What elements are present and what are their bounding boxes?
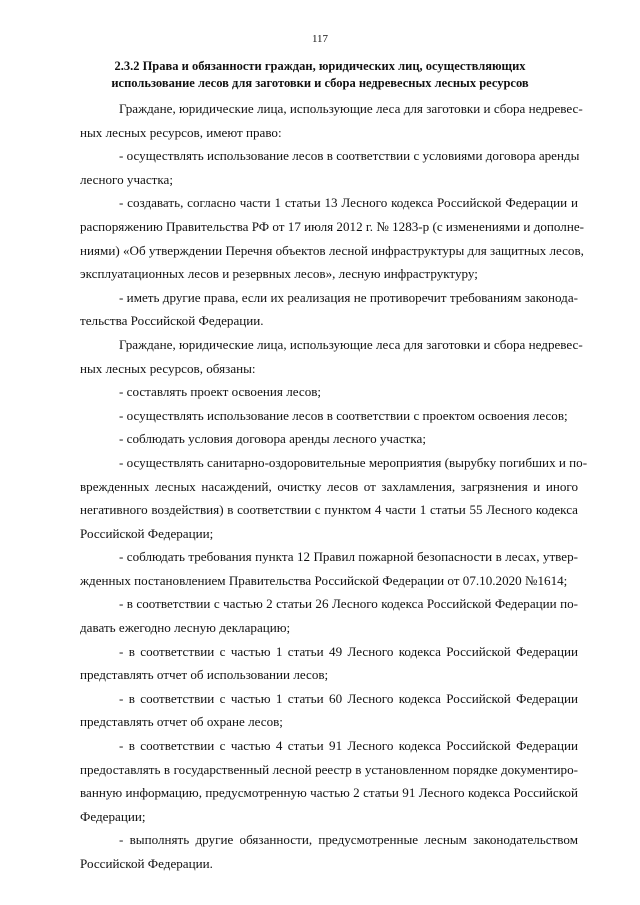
section-heading-line-2: использование лесов для заготовки и сбора недревесных лесных ресурсов bbox=[111, 76, 529, 90]
text-line: Федерации; bbox=[80, 808, 146, 824]
text-line: - создавать, согласно части 1 статьи 13 Лесного кодекса Российской Федерации и bbox=[119, 195, 578, 211]
text-line: предоставлять в государственный лесной реестр в установленном порядке документиро- bbox=[80, 761, 578, 777]
text-line: врежденных лесных насаждений, очистку лесов от захламления, загрязнения и иного bbox=[80, 478, 578, 494]
text-line: - осуществлять использование лесов в соответствии с условиями договора аренды bbox=[119, 148, 580, 164]
text-line: представлять отчет об охране лесов; bbox=[80, 714, 283, 730]
text-line: тельства Российской Федерации. bbox=[80, 313, 264, 329]
text-line: - осуществлять использование лесов в соответствии с проектом освоения лесов; bbox=[119, 407, 568, 423]
text-line: - в соответствии с частью 1 статьи 49 Лесного кодекса Российской Федерации bbox=[119, 643, 578, 659]
text-line: лесного участка; bbox=[80, 171, 173, 187]
text-line: ниями) «Об утверждении Перечня объектов лесной инфраструктуры для защитных лесов, bbox=[80, 242, 584, 258]
text-line: Российской Федерации; bbox=[80, 525, 214, 541]
page-number: 117 bbox=[311, 33, 329, 45]
text-line: Граждане, юридические лица, использующие леса для заготовки и сбора недревес- bbox=[119, 336, 583, 352]
text-line: - иметь другие права, если их реализация не противоречит требованиям законода- bbox=[119, 289, 578, 305]
text-line: - соблюдать условия договора аренды лесного участка; bbox=[119, 431, 426, 447]
body-text bbox=[80, 97, 588, 876]
text-line: ванную информацию, предусмотренную частью 2 статьи 91 Лесного кодекса Российской bbox=[80, 785, 578, 801]
text-line: жденных постановлением Правительства Российской Федерации от 07.10.2020 №1614; bbox=[80, 572, 568, 588]
text-line: распоряжению Правительства РФ от 17 июля 2012 г. № 1283-р (с изменениями и дополне- bbox=[80, 218, 585, 234]
text-line: - в соответствии с частью 1 статьи 60 Лесного кодекса Российской Федерации bbox=[119, 690, 578, 706]
text-line: - соблюдать требования пункта 12 Правил пожарной безопасности в лесах, утвер- bbox=[119, 549, 578, 565]
text-line: - в соответствии с частью 2 статьи 26 Лесного кодекса Российской Федерации по- bbox=[119, 596, 578, 612]
text-line: давать ежегодно лесную декларацию; bbox=[80, 620, 291, 636]
text-line: Российской Федерации. bbox=[80, 856, 213, 871]
text-line: Граждане, юридические лица, использующие леса для заготовки и сбора недревес- bbox=[119, 101, 583, 116]
text-line: представлять отчет об использовании лесов; bbox=[80, 667, 329, 683]
text-line: - осуществлять санитарно-оздоровительные мероприятия (вырубку погибших и по- bbox=[119, 454, 588, 470]
text-line: - выполнять другие обязанности, предусмотренные лесным законодательством bbox=[119, 832, 578, 848]
section-heading bbox=[80, 58, 560, 92]
section-heading-line-1: 2.3.2 Права и обязанности граждан, юридических лиц, осуществляющих bbox=[114, 59, 526, 73]
text-line: ных лесных ресурсов, имеют право: bbox=[80, 124, 282, 140]
text-line: ных лесных ресурсов, обязаны: bbox=[80, 360, 256, 376]
text-line: - в соответствии с частью 4 статьи 91 Лесного кодекса Российской Федерации bbox=[119, 738, 578, 754]
text-line: эксплуатационных лесов и резервных лесов», лесную инфраструктуру; bbox=[80, 266, 478, 282]
text-line: - составлять проект освоения лесов; bbox=[119, 384, 322, 400]
text-line: негативного воздействия) в соответствии с пунктом 4 части 1 статьи 55 Лесного кодекса bbox=[80, 502, 578, 518]
